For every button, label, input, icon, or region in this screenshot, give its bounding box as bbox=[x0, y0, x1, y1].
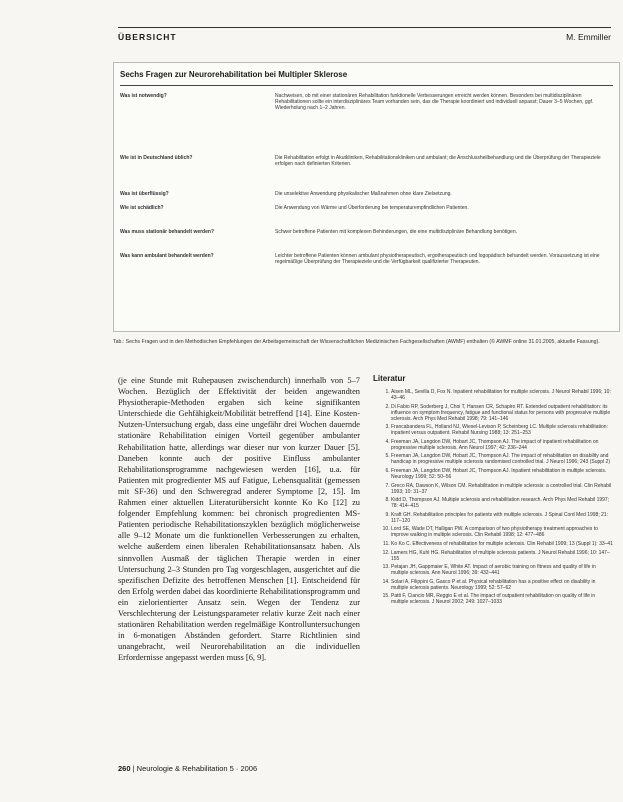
body-text: (je eine Stunde mit Ruhepausen zwischendurch) innerhalb von 5–7 Wochen. Bezüglich der Effektivität der beiden angewandten Physiotherapie-Methoden ergaben sich keine signifikanten Unterschiede die Gehfähigkeit/Mobilität betreffend [14]. Eine Kosten-Nutzen-Untersuchung ergab, dass eine ungefähr drei Wochen dauernde stationäre Rehabilitation einigen Vorteil gegenüber ambulanter Rehabilitation hatte, allerdings war dieser nur von kurzer Dauer [5]. Daneben konnte auch der positive Einfluss ambulanter Rehabilitationsprogramme nachgewiesen werden [16], u.a. für Patienten mit progredienter MS auf Fatigue, Lebensqualität (gemessen mit SF-36) und den Schweregrad anderer Symptome [2, 15]. Im Rahmen einer aktuellen Literaturübersicht konnte Ko Ko [12] zu folgender Empfehlung kommen: bei chronisch progredienten MS-Patienten periodische Rehabilitationszyklen bezüglich möglicherweise alle 9–12 Monate um die funktionellen Verbesserungen zu erhalten, welche außerdem einen liberalen Rehabilitationsansatz haben. Als sinnvollen Ausmaß der täglichen Therapie werden in einer Untersuchung 2–3 Stunden pro Tag vorgeschlagen, ausgerichtet auf die spezifischen Defizite des betroffenen Menschen [1]. Entscheidend für den Erfolg werden dabei das koordinierte Rehabilitationsprogramm und ein zielorientierter Ansatz sein. Wegen der Tendenz zur Verschlechterung der Leistungsparameter relativ kurze Zeit nach einer stationären Rehabilitation werden regelmäßige Kontrolluntersuchungen in 6-monatigen Abständen gefordert. Starre Richtlinien sind unangebracht, weil Neurorehabilitation an die individuellen Erfordernisse angepasst werden muss [6, 9]. bbox=[118, 376, 360, 663]
table-answer: Die Anwendung von Wärme und Überforderung bei temperaturempfindlichen Patienten. bbox=[275, 205, 469, 211]
table-question: Was ist notwendig? bbox=[120, 93, 167, 99]
reference-item: 15. Patti F, Ciancio MR, Reggio E et al. The impact of outpatient rehabilitation on quality of life in multiple sclerosis. J Neurol 2002; 249: 1027–1033 bbox=[391, 593, 613, 605]
table-row bbox=[120, 229, 613, 249]
table-caption: Tab.: Sechs Fragen und in den Methodischen Empfehlungen der Arbeitsgemeinschaft der Wissenschaftlichen Medizinischen Fachgesellschaften (AWMF) enthalten (© AWMF online 31.01.2005, aktuelle Fassung). bbox=[113, 339, 600, 345]
reference-item: 5. Freeman JA, Langdon DW, Hobart JC, Thompson AJ. The impact of rehabilitation on disability and handicap in progressive multiple sclerosis randomised controlled trial. J Neurol 1996; 243 (Suppl 2) bbox=[391, 453, 613, 465]
reference-item: 7. Greco RA, Dawson K, Wilson CM. Rehabilitation in multiple sclerosis: a controlled trial. Clin Rehabil 1993; 10: 31–37 bbox=[391, 483, 613, 495]
table-row bbox=[120, 191, 613, 203]
table-row bbox=[120, 205, 613, 223]
reference-item: 11. Ko Ko C. Effectiveness of rehabilitation for multiple sclerosis. Clin Rehabil 1999; 13 (Suppl 1): 33–41 bbox=[391, 541, 613, 547]
table-question: Was kann ambulant behandelt werden? bbox=[120, 253, 214, 259]
table-question: Was muss stationär behandelt werden? bbox=[120, 229, 215, 235]
table-title: Sechs Fragen zur Neurorehabilitation bei Multipler Sklerose bbox=[120, 70, 348, 79]
table-row bbox=[120, 155, 613, 187]
reference-item: 9. Kraft GH. Rehabilitation principles for patients with multiple sclerosis. J Spinal Cord Med 1998; 21: 117–120 bbox=[391, 512, 613, 524]
table-answer: Die unselektive Anwendung physikalischer Maßnahmen ohne klare Zielsetzung. bbox=[275, 191, 452, 197]
info-table bbox=[113, 62, 620, 332]
reference-item: 14. Solari A, Filippini G, Gasco P et al. Physical rehabilitation has a positive effect on disability in multiple sclerosis patients. Neurology 1999; 52: 57–62 bbox=[391, 579, 613, 591]
table-answer: Die Rehabilitation erfolgt in Akutkliniken, Rehabilitationskliniken und ambulant; die Anschlussheilbehandlung und die Überprüfung der Therapieziele erfolgen nach definierten Kriterien. bbox=[275, 155, 601, 168]
reference-list bbox=[373, 389, 613, 605]
reference-item: 8. Kidd D, Thompson AJ. Multiple sclerosis and rehabilitation research. Arch Phys Med Rehabil 1997; 78: 414–415 bbox=[391, 497, 613, 509]
table-question: Wie ist schädlich? bbox=[120, 205, 164, 211]
reference-item: 1. Aisen ML, Sevilla D, Fox N. Inpatient rehabilitation for multiple sclerosis. J Neurol Rehabil 1996; 10: 43–46 bbox=[391, 389, 613, 401]
table-divider bbox=[120, 85, 613, 86]
table-row bbox=[120, 93, 613, 135]
reference-item: 10. Lord SE, Wade DT, Halligan PW. A comparison of two physiotherapy treatment approaches to improve walking in multiple sclerosis. Clin Rehabil 1998; 12: 477–486 bbox=[391, 526, 613, 538]
table-answer: Leichter betroffene Patienten können ambulant physiotherapeutisch, ergotherapeutisch und logopädisch behandelt werden. Voraussetzung ist eine regelmäßige Überprüfung der Therapieziele und die Verfügbarkeit qualifizierter Therapeuten. bbox=[275, 253, 600, 266]
reference-item: 3. Francabandera FL, Holland NJ, Wiesel-Levison P, Scheinberg LC. Multiple sclerosis rehabilitation: inpatient versus outpatient. Rehabil Nursing 1988; 13: 251–253 bbox=[391, 424, 613, 436]
literature-section bbox=[373, 374, 613, 608]
literature-heading: Literatur bbox=[373, 374, 406, 383]
table-question: Wie ist in Deutschland üblich? bbox=[120, 155, 193, 161]
reference-item: 6. Freeman JA, Langdon DW, Hobart JC, Thompson AJ. Inpatient rehabilitation in multiple sclerosis. Neurology 1999; 52: 50–56 bbox=[391, 468, 613, 480]
table-row bbox=[120, 253, 613, 313]
page-number: 260 bbox=[118, 764, 131, 773]
section-label: ÜBERSICHT bbox=[118, 32, 177, 42]
page-header bbox=[118, 27, 611, 46]
reference-item: 12. Lamers HG, Kuhl HG. Rehabilitation of multiple sclerosis patients. J Neurol Rehabil 1996; 10: 147–155 bbox=[391, 550, 613, 562]
author-label: M. Emmiller bbox=[566, 32, 611, 42]
table-question: Was ist überflüssig? bbox=[120, 191, 169, 197]
reference-item: 2. Di Fabio RP, Soderberg J, Choi T, Hansen CR, Schapiro RT. Extended outpatient rehabilitation: its influence on symptom frequency, fatigue and functional status for persons with progressive multiple sclerosis. Arch Phys Med Rehabil 1998; 79: 141–146 bbox=[391, 404, 613, 422]
journal-name: Neurologie & Rehabilitation 5 · 2006 bbox=[136, 764, 258, 773]
table-answer: Nachweisen, ob mit einer stationären Rehabilitation funktionelle Verbesserungen erreicht werden können. Besonders bei multidisziplinären Rehabilitationen sollte ein interdisziplinäres Team vorhanden sein, das die Therapie koordiniert und individuell anpasst; Dauer 3–5 Wochen, ggf. Wiederholung nach 1–2 Jahren. bbox=[275, 93, 594, 112]
table-answer: Schwer betroffene Patienten mit komplexen Behinderungen, die eine multidisziplinäre Behandlung benötigen. bbox=[275, 229, 518, 235]
reference-item: 4. Freeman JA, Langdon DW, Hobart JC, Thompson AJ. The impact of inpatient rehabilitation on progressive multiple sclerosis. Ann Neurol 1997; 42: 236–244 bbox=[391, 439, 613, 451]
page-footer: 260 | Neurologie & Rehabilitation 5 · 2006 bbox=[118, 764, 258, 773]
reference-item: 13. Petajan JH, Gappmaier E, White AT. Impact of aerobic training on fitness and quality of life in multiple sclerosis. Ann Neurol 1996; 39: 432–441 bbox=[391, 564, 613, 576]
